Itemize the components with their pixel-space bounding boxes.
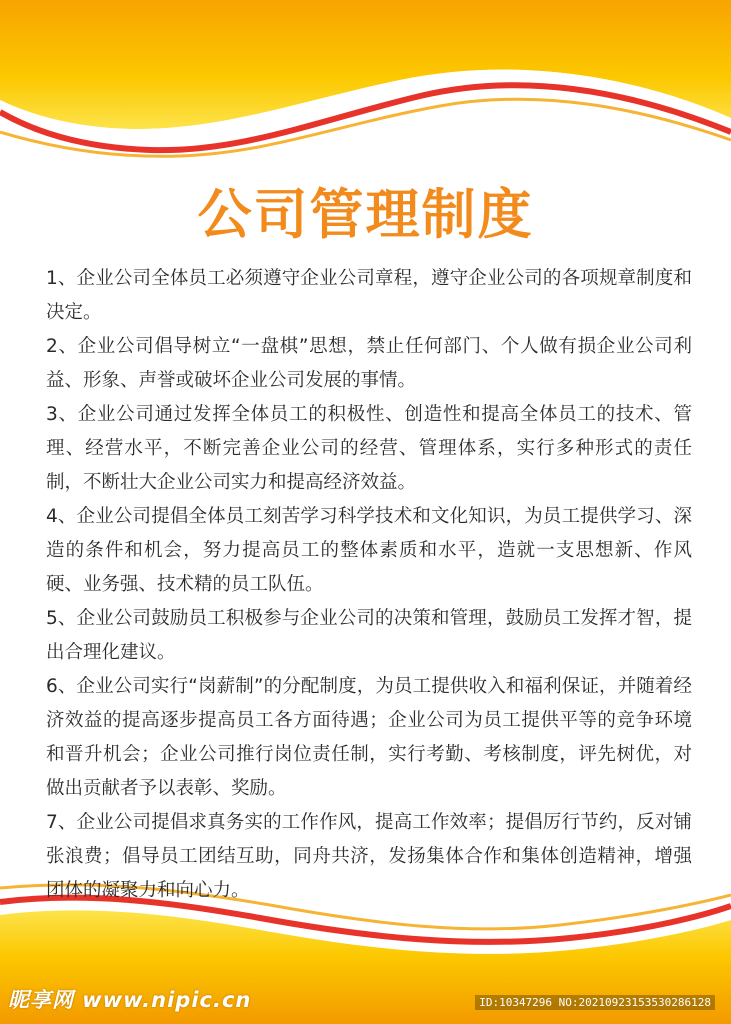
rule-item: 6、企业公司实行“岗薪制”的分配制度，为员工提供收入和福利保证，并随着经济效益的提高逐步提高员工各方面待遇；企业公司为员工提供平等的竞争环境和晋升机会；企业公司推行岗位责任制，实行考勤、考核制度，评先树优，对做出贡献者予以表彰、奖励。	[46, 676, 692, 799]
watermark-logo: 昵享网 www.nipic.cn	[8, 988, 252, 1012]
page-title: 公司管理制度	[197, 183, 534, 246]
watermark-id: ID:10347296 NO:20210923153530286128	[475, 995, 715, 1010]
rule-item: 5、企业公司鼓励员工积极参与企业公司的决策和管理，鼓励员工发挥才智，提出合理化建议。	[46, 608, 692, 663]
rule-item: 4、企业公司提倡全体员工刻苦学习科学技术和文化知识，为员工提供学习、深造的条件和机会，努力提高员工的整体素质和水平，造就一支思想新、作风硬、业务强、技术精的员工队伍。	[46, 506, 692, 595]
rule-item: 1、企业公司全体员工必须遵守企业公司章程，遵守企业公司的各项规章制度和决定。	[46, 268, 692, 323]
rule-item: 2、企业公司倡导树立“一盘棋”思想，禁止任何部门、个人做有损企业公司利益、形象、声誉或破坏企业公司发展的事情。	[46, 336, 692, 391]
rule-item: 3、企业公司通过发挥全体员工的积极性、创造性和提高全体员工的技术、管理、经营水平，不断完善企业公司的经营、管理体系，实行多种形式的责任制，不断壮大企业公司实力和提高经济效益。	[46, 404, 692, 493]
rule-item: 7、企业公司提倡求真务实的工作作风，提高工作效率；提倡厉行节约，反对铺张浪费；倡导员工团结互助，同舟共济，发扬集体合作和集体创造精神，增强团体的凝聚力和向心力。	[46, 812, 692, 901]
rules-list	[46, 262, 692, 908]
